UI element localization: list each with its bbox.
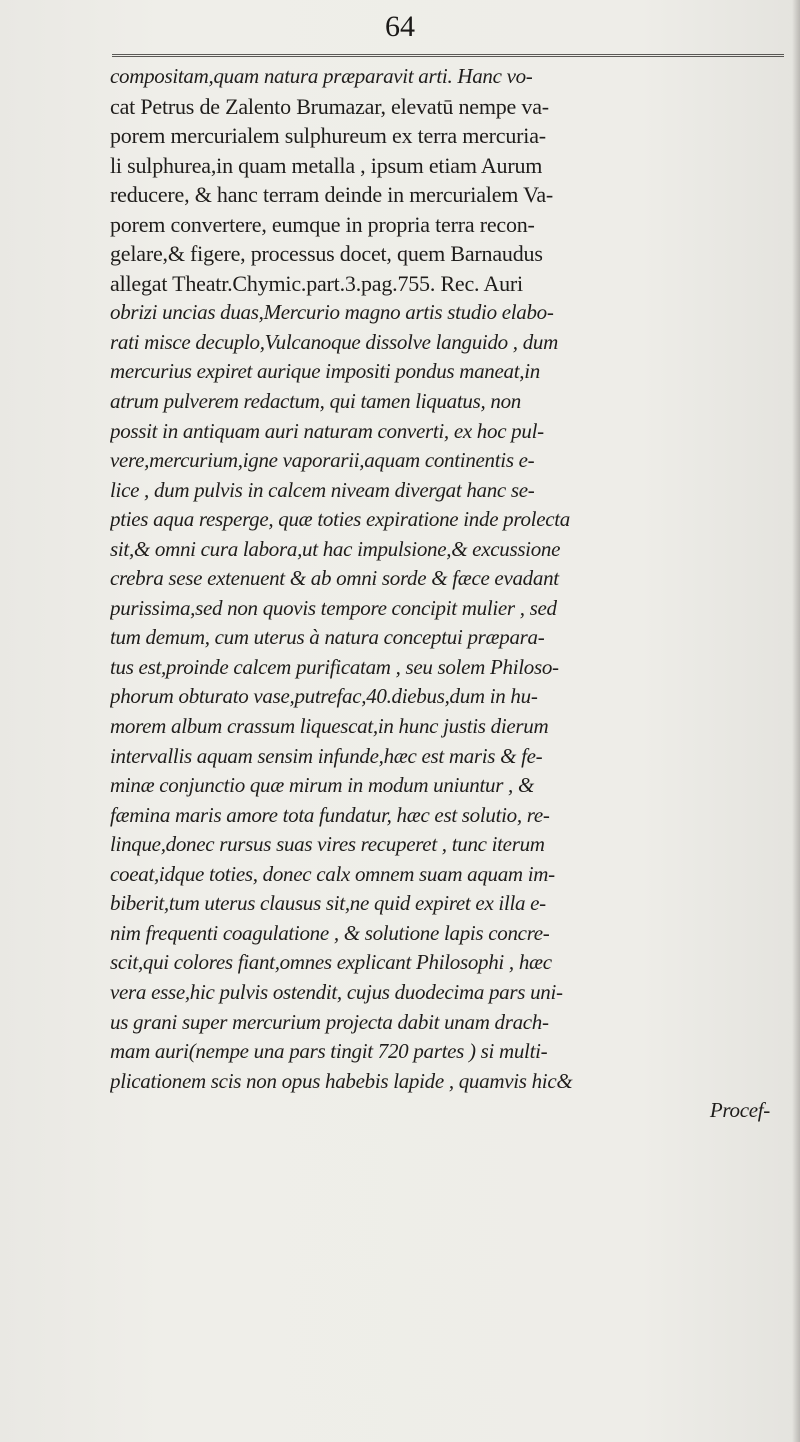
text-line: compositam,quam natura præparavit arti. Hanc vo-: [110, 64, 533, 88]
text-line: vera esse,hic pulvis ostendit, cujus duodecima pars uni-: [110, 979, 563, 1004]
text-line: tus est,proinde calcem purificatam , seu solem Philoso-: [110, 654, 559, 679]
text-line: biberit,tum uterus clausus sit,ne quid expiret ex illa e-: [110, 891, 546, 916]
text-line: cat Petrus de Zalento Brumazar, elevatū nempe va-: [110, 93, 549, 119]
text-line: porem mercurialem sulphureum ex terra mercuria-: [110, 123, 546, 149]
text-line: coeat,idque toties, donec calx omnem suam aquam im-: [110, 861, 555, 886]
text-line: lice , dum pulvis in calcem niveam divergat hanc se-: [110, 477, 535, 502]
page-edge-shadow: [792, 0, 800, 1442]
text-line: fæmina maris amore tota fundatur, hæc est solutio, re-: [110, 802, 550, 827]
body-text: [110, 62, 790, 1126]
page-number: 64: [385, 10, 415, 43]
text-line: allegat Theatr.Chymic.part.3.pag.755. Rec. Auri: [110, 270, 523, 296]
text-line: scit,qui colores fiant,omnes explicant Philosophi , hæc: [110, 950, 552, 975]
text-line: tum demum, cum uterus à natura conceptui præpara-: [110, 625, 545, 650]
text-line: linque,donec rursus suas vires recuperet , tunc iterum: [110, 832, 545, 857]
text-line: pties aqua resperge, quæ toties expiratione inde prolecta: [110, 507, 570, 532]
text-line: reducere, & hanc terram deinde in mercurialem Va-: [110, 182, 554, 208]
text-line: mam auri(nempe una pars tingit 720 partes ) si multi-: [110, 1039, 548, 1064]
text-line: atrum pulverem redactum, qui tamen liquatus, non: [110, 389, 521, 414]
text-line: gelare,& figere, processus docet, quem Barnaudus: [110, 241, 543, 267]
text-line: porem convertere, eumque in propria terra recon-: [110, 211, 535, 237]
text-line: intervallis aquam sensim infunde,hæc est maris & fe-: [110, 743, 543, 768]
text-line: phorum obturato vase,putrefac,40.diebus,dum in hu-: [110, 684, 538, 709]
text-line: sit,& omni cura labora,ut hac impulsione,& excussione: [110, 536, 561, 561]
text-line: possit in antiquam auri naturam converti, ex hoc pul-: [110, 418, 544, 443]
text-line: vere,mercurium,igne vaporarii,aquam continentis e-: [110, 448, 535, 473]
text-line: plicationem scis non opus habebis lapide , quamvis hic&: [110, 1068, 573, 1093]
text-line: li sulphurea,in quam metalla , ipsum etiam Aurum: [110, 152, 543, 178]
text-line: nim frequenti coagulatione , & solutione lapis concre-: [110, 920, 550, 945]
text-line: minæ conjunctio quæ mirum in modum uniuntur , &: [110, 773, 534, 798]
text-line: purissima,sed non quovis tempore concipit mulier , sed: [110, 595, 557, 620]
catchword: Procef-: [709, 1098, 770, 1123]
text-line: us grani super mercurium projecta dabit unam drach-: [110, 1009, 549, 1034]
header-rule: [112, 54, 784, 61]
text-line: rati misce decuplo,Vulcanoque dissolve languido , dum: [110, 329, 558, 354]
text-line: morem album crassum liquescat,in hunc justis dierum: [110, 714, 549, 739]
text-line: crebra sese extenuent & ab omni sorde & fæce evadant: [110, 566, 559, 591]
text-line: obrizi uncias duas,Mercurio magno artis studio elabo-: [110, 300, 554, 325]
text-line: mercurius expiret aurique impositi pondus maneat,in: [110, 359, 540, 384]
